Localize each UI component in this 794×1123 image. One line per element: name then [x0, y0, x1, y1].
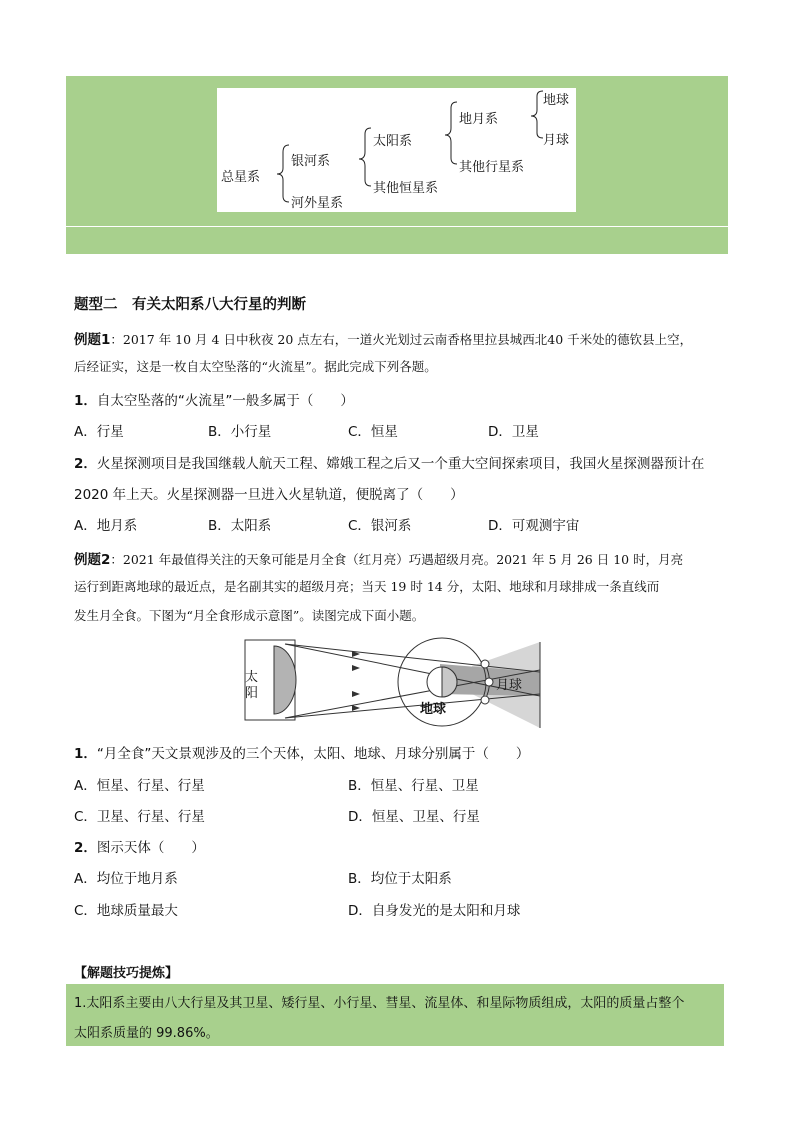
ex2-q2-option-c: C．地球质量最大: [74, 903, 178, 919]
ex1-q2-number: 2．: [74, 456, 97, 472]
ex1-q1-stem: [74, 389, 354, 409]
ex2-q2-option-b: B．均位于太阳系: [348, 871, 452, 887]
label-earth: 地球: [543, 93, 570, 108]
example2-text1: ：2021 年最值得关注的天象可能是月全食（红月亮）巧遇超级月亮。2021 年 5 月 26 日 10 时，月亮: [110, 552, 684, 567]
ex2-q2-stem: [74, 836, 205, 856]
label-other-star-systems: 其他恒星系: [373, 181, 439, 196]
label-extragalactic: 河外星系: [291, 196, 344, 211]
tips-line1: 1.太阳系主要由八大行星及其卫星、矮行星、小行星、彗星、流星体、和星际物质组成，太阳的质量占整个: [74, 996, 685, 1011]
ex2-q2-number: 2．: [74, 840, 97, 856]
ex2-q1-stem: [74, 742, 529, 762]
ex1-q2-stem-line1: [74, 452, 704, 472]
ex1-q2-option-c: C．银河系: [348, 518, 412, 534]
ex1-q1-text: 自太空坠落的“火流星”一般多属于（ ）: [96, 393, 354, 409]
ex2-q1-option-c: C．卫星、行星、行星: [74, 809, 205, 825]
tips-title: 【解题技巧提炼】: [74, 966, 179, 981]
example1-line1: [74, 328, 692, 348]
ex2-q2-text: 图示天体（ ）: [96, 840, 205, 856]
label-milky-way: 银河系: [291, 154, 331, 169]
ex2-q1-option-b: B．恒星、行星、卫星: [348, 778, 479, 794]
label-moon: 月球: [543, 133, 570, 148]
box-divider: [66, 226, 728, 227]
ex1-q2-option-b: B．太阳系: [208, 518, 272, 534]
ex1-q1-option-c: C．恒星: [348, 424, 398, 440]
label-other-planet-systems: 其他行星系: [459, 160, 525, 175]
ex2-q2-option-d: D．自身发光的是太阳和月球: [348, 903, 521, 919]
ex1-q2-text1: 火星探测项目是我国继载人航天工程、嫦娥工程之后又一个重大空间探索项目，我国火星探测器预计在: [96, 456, 705, 472]
ex1-q2-option-d: D．可观测宇宙: [488, 518, 580, 534]
ex1-q1-number: 1．: [74, 393, 97, 409]
moon-label: 月球: [496, 678, 523, 693]
ex1-q2-stem-line2: 2020 年上天。火星探测器一旦进入火星轨道，便脱离了（ ）: [74, 487, 464, 503]
example1-label: 例题1: [74, 332, 111, 348]
ex1-q1-option-a: A．行星: [74, 424, 124, 440]
ex2-q1-option-d: D．恒星、卫星、行星: [348, 809, 480, 825]
example1-line2: 后经证实，这是一枚自太空坠落的“火流星”。据此完成下列各题。: [74, 359, 437, 374]
label-solar-system: 太阳系: [373, 134, 413, 149]
example2-line1: [74, 548, 683, 568]
ex2-q2-option-a: A．均位于地月系: [74, 871, 178, 887]
example2-line3: 发生月全食。下图为“月全食形成示意图”。读图完成下面小题。: [74, 608, 425, 623]
example2-label: 例题2: [74, 552, 111, 568]
label-total-galaxy: 总星系: [221, 170, 261, 185]
sun-label-2: 阳: [245, 686, 259, 701]
ex2-q1-option-a: A．恒星、行星、行星: [74, 778, 205, 794]
example2-line2: 运行到距离地球的最近点，是名副其实的超级月亮；当天 19 时 14 分，太阳、地球和月球排成一条直线而: [74, 579, 660, 594]
ex1-q1-option-d: D．卫星: [488, 424, 539, 440]
ex1-q2-option-a: A．地月系: [74, 518, 138, 534]
tips-line2: 太阳系质量的 99.86%。: [74, 1026, 219, 1041]
lunar-eclipse-figure: [240, 632, 545, 732]
ex2-q1-text: “月全食”天文景观涉及的三个天体，太阳、地球、月球分别属于（ ）: [96, 746, 530, 762]
ex1-q1-option-b: B．小行星: [208, 424, 272, 440]
sun-label-1: 太: [245, 670, 259, 685]
ex2-q1-number: 1．: [74, 746, 97, 762]
example1-text1: ：2017 年 10 月 4 日中秋夜 20 点左右，一道火光划过云南香格里拉县城西北40 千米处的德钦县上空，: [110, 332, 693, 347]
section-heading: 题型二 有关太阳系八大行星的判断: [74, 297, 306, 313]
label-earth-moon-system: 地月系: [459, 112, 499, 127]
earth-label: 地球: [420, 702, 447, 717]
galaxy-classification-diagram: [217, 88, 576, 212]
